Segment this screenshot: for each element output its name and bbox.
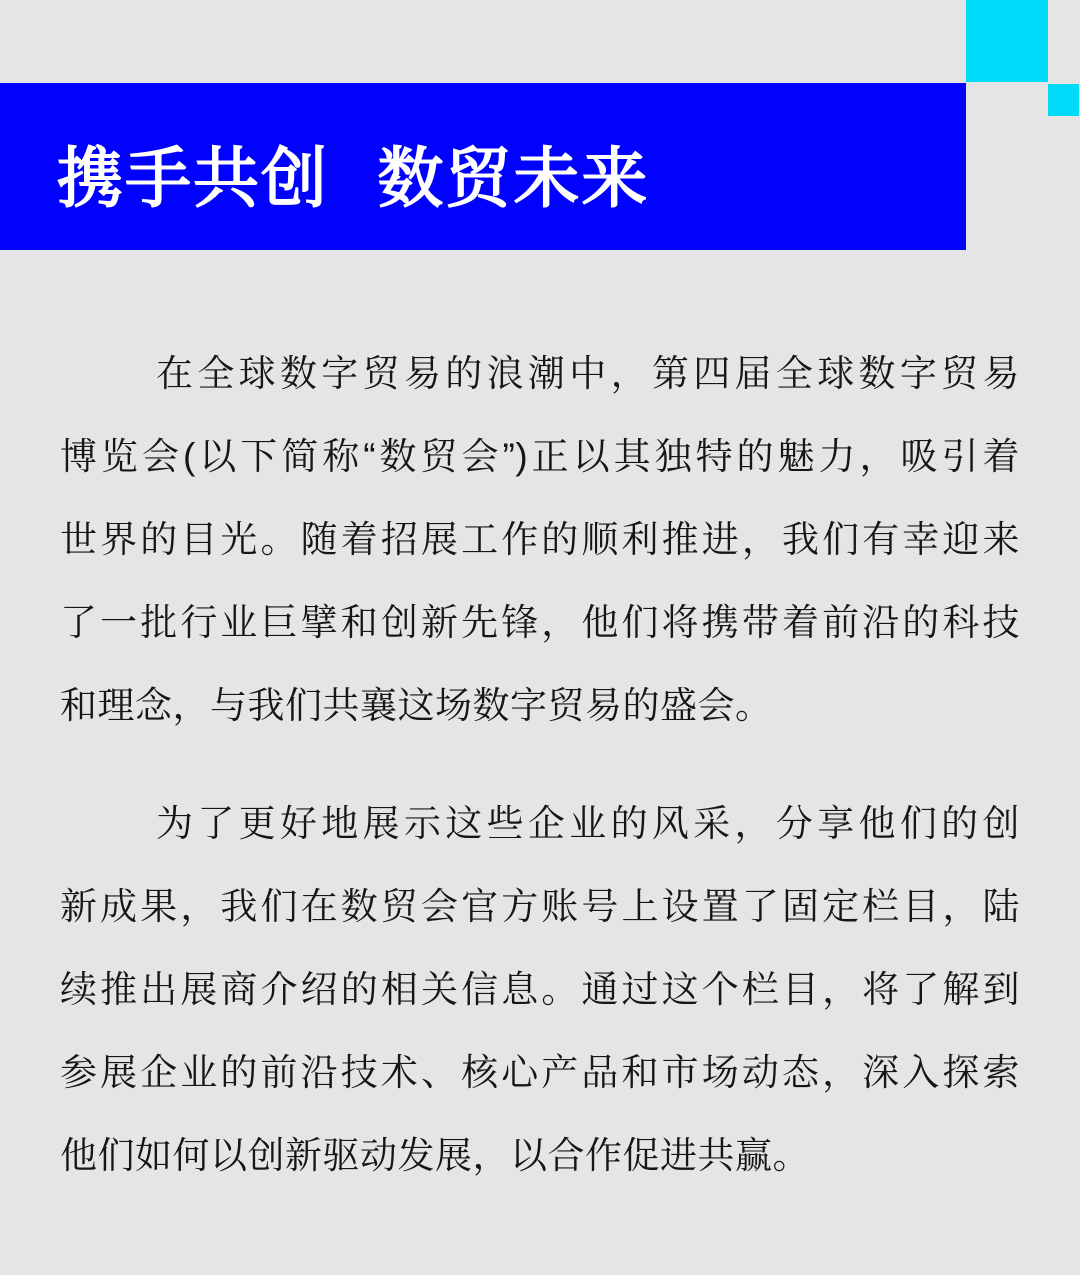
text-line: 在全球数字贸易的浪潮中，第四届全球数字贸易 <box>156 353 1020 394</box>
text-line: 续推出展商介绍的相关信息。通过这个栏目，将了解到 <box>60 969 1020 1010</box>
text-line: 了一批行业巨擘和创新先锋，他们将携带着前沿的科技 <box>60 602 1020 643</box>
decor-square-large <box>966 0 1048 82</box>
text-line: 新成果，我们在数贸会官方账号上设置了固定栏目，陆 <box>60 886 1020 927</box>
page-title: 携手共创 数贸未来 <box>57 141 650 215</box>
text-line: 世界的目光。随着招展工作的顺利推进，我们有幸迎来 <box>60 519 1020 560</box>
title-banner <box>0 83 966 250</box>
text-line: 和理念，与我们共襄这场数字贸易的盛会。 <box>60 685 773 726</box>
text-line: 博览会(以下简称“数贸会”)正以其独特的魅力，吸引着 <box>60 436 1020 477</box>
text-line: 为了更好地展示这些企业的风采，分享他们的创 <box>156 803 1020 844</box>
paragraph-1 <box>60 332 1020 747</box>
text-line: 参展企业的前沿技术、核心产品和市场动态，深入探索 <box>60 1052 1020 1093</box>
decor-square-small <box>1048 84 1079 116</box>
article-body <box>60 332 1020 1197</box>
text-line: 他们如何以创新驱动发展，以合作促进共赢。 <box>60 1135 810 1176</box>
paragraph-2 <box>60 782 1020 1197</box>
